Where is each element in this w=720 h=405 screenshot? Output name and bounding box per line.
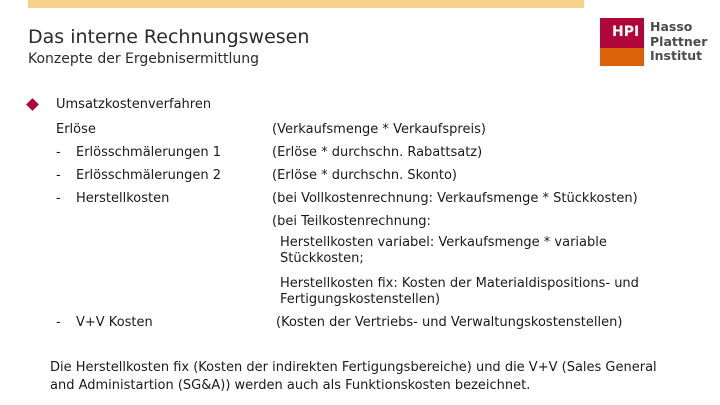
logo-line-1: Hasso [650,19,693,34]
row-label: Erlösschmälerungen 2 [76,168,222,183]
logo-line-2: Plattner [650,33,708,49]
herstellkosten-variabel: Herstellkosten variabel: Verkaufsmenge * variable Stückkosten; [280,235,607,266]
section-heading: Umsatzkostenverfahren [56,97,212,112]
hpi-badge [600,18,644,66]
page-subtitle: Konzepte der Ergebnisermittlung [28,51,259,67]
hpi-badge-stripe [600,48,644,66]
row-value: (Erlöse * durchschn. Rabattsatz) [272,145,483,160]
row-value: (Verkaufsmenge * Verkaufspreis) [272,122,486,137]
hpi-logo [600,18,708,70]
row-dash: - [56,168,61,183]
accent-bar [28,0,584,8]
row-value: (Kosten der Vertriebs- und Verwaltungskostenstellen) [276,315,623,330]
row-label: V+V Kosten [76,315,153,330]
diamond-bullet-icon [26,98,39,111]
herstellkosten-fix: Herstellkosten fix: Kosten der Materialdispositions- und Fertigungskostenstellen) [280,276,639,307]
footer-note: Die Herstellkosten fix (Kosten der indirekten Fertigungsbereiche) und die V+V (Sales General and Administartion (SG&A)) werden auch als Funktionskosten bezeichnet. [50,360,657,393]
row-label: Herstellkosten [76,191,170,206]
row-value: (Erlöse * durchschn. Skonto) [272,168,457,183]
row-dash: - [56,191,61,206]
row-dash: - [56,315,61,330]
row-label: Erlöse [56,122,96,137]
teilkosten-intro: (bei Teilkostenrechnung: [272,214,431,229]
logo-line-3: Institut [650,48,703,63]
row-value: (bei Vollkostenrechnung: Verkaufsmenge * Stückkosten) [272,191,638,206]
hpi-badge-text: HPI [612,24,640,40]
row-dash: - [56,145,61,160]
page-title: Das interne Rechnungswesen [28,26,310,48]
logo-wordmark [650,20,707,64]
row-label: Erlösschmälerungen 1 [76,145,222,160]
